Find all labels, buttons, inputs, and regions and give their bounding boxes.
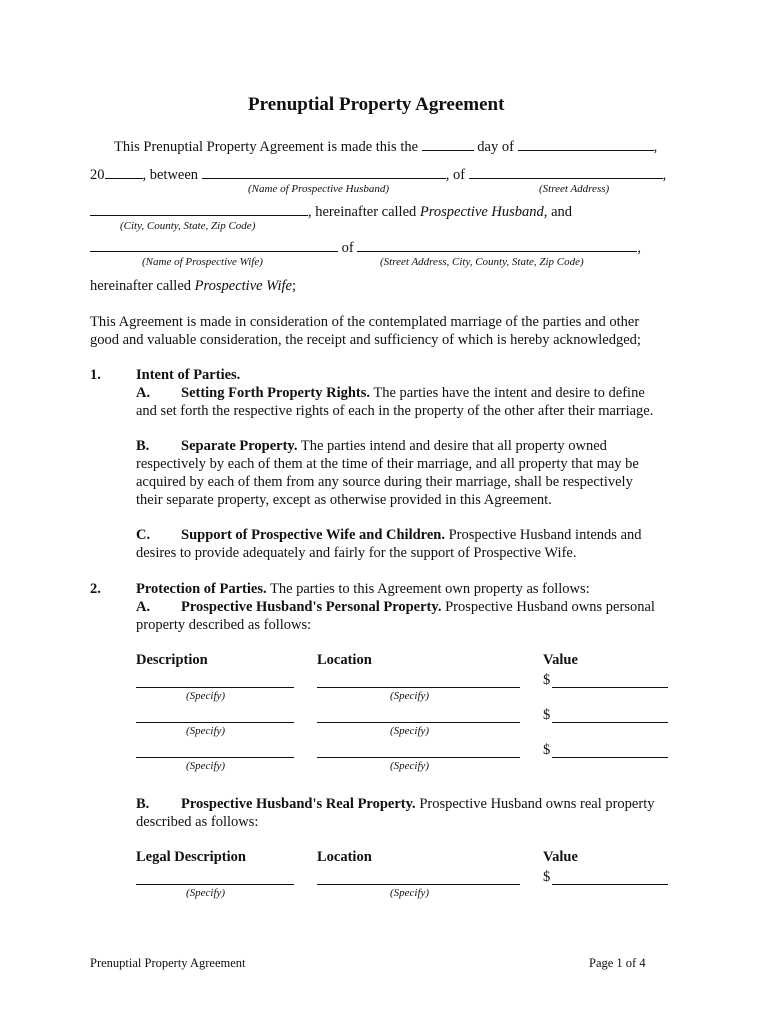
table-b-row-1-dollar: $ <box>543 869 551 885</box>
section-1b-line-1 <box>181 437 607 455</box>
table-b-row-1-description-blank[interactable] <box>136 884 294 885</box>
of-label: , of <box>445 167 466 183</box>
document-title: Prenuptial Property Agreement <box>248 94 505 115</box>
section-1c-heading: Support of Prospective Wife and Children. <box>181 527 445 543</box>
section-2-heading-line <box>136 580 590 598</box>
table-a-row-2-value-blank[interactable] <box>552 722 668 723</box>
table-a-row-1-specify-location: (Specify) <box>390 690 430 702</box>
table-b-row-1-specify-location: (Specify) <box>390 887 430 899</box>
comma: , <box>662 167 667 183</box>
section-2b-letter: B. <box>136 796 150 812</box>
consideration-line-2: good and valuable consideration, the receipt and sufficiency of which is hereby acknowledged; <box>90 332 641 348</box>
table-b-row-1-specify-description: (Specify) <box>186 887 226 899</box>
section-2-heading: Protection of Parties. <box>136 581 267 597</box>
section-2a-text: Prospective Husband owns personal <box>441 599 655 615</box>
hereinafter-label: hereinafter called <box>90 278 195 294</box>
section-2b-text: Prospective Husband owns real property <box>415 796 655 812</box>
table-a-row-1-dollar: $ <box>543 672 551 688</box>
section-2-number: 2. <box>90 581 101 597</box>
table-a-row-2-specify-description: (Specify) <box>186 725 226 737</box>
section-1a-heading: Setting Forth Property Rights. <box>181 385 371 401</box>
table-a-row-2-description-blank[interactable] <box>136 722 294 723</box>
section-2a-line-2: property described as follows: <box>136 617 312 633</box>
semicolon: ; <box>291 278 296 294</box>
husband-street-blank[interactable] <box>469 165 663 179</box>
section-1a-line-1 <box>181 384 645 402</box>
table-a-row-3-location-blank[interactable] <box>317 757 520 758</box>
table-a-row-1-location-blank[interactable] <box>317 687 520 688</box>
section-1a-line-2: and set forth the respective rights of each in the property of the other after their marriage. <box>136 403 654 419</box>
section-1a-text: The parties have the intent and desire to define <box>370 385 645 401</box>
section-2b-line-1 <box>181 795 654 813</box>
section-2b-heading: Prospective Husband's Real Property. <box>181 796 416 812</box>
table-a-row-2-dollar: $ <box>543 707 551 723</box>
year-prefix: 20 <box>90 167 105 183</box>
of-label: of <box>341 240 354 256</box>
intro-line-4 <box>90 238 641 257</box>
between-label: , between <box>142 167 199 183</box>
year-blank[interactable] <box>105 165 143 179</box>
label-street-address: (Street Address) <box>539 183 610 195</box>
day-of-label: day of <box>477 139 514 155</box>
table-a-value-header: Value <box>543 652 578 668</box>
section-1-heading: Intent of Parties. <box>136 367 241 383</box>
section-1b-letter: B. <box>136 438 150 454</box>
wife-name-blank[interactable] <box>90 238 338 252</box>
label-husband-name: (Name of Prospective Husband) <box>248 183 390 195</box>
section-1b-heading: Separate Property. <box>181 438 298 454</box>
section-2a-heading: Prospective Husband's Personal Property. <box>181 599 442 615</box>
label-wife-address: (Street Address, City, County, State, Zip Code) <box>380 256 584 268</box>
table-a-row-2-specify-location: (Specify) <box>390 725 430 737</box>
section-1a-letter: A. <box>136 385 151 401</box>
section-1b-text: The parties intend and desire that all property owned <box>297 438 607 454</box>
wife-term: Prospective Wife <box>194 278 292 294</box>
table-b-location-header: Location <box>317 849 372 865</box>
table-a-row-3-description-blank[interactable] <box>136 757 294 758</box>
table-b-row-1-location-blank[interactable] <box>317 884 520 885</box>
wife-address-blank[interactable] <box>357 238 637 252</box>
section-1b-line-2: respectively by each of them at the time of their marriage, and all property that may be <box>136 456 639 472</box>
comma: , <box>637 240 641 256</box>
label-wife-name: (Name of Prospective Wife) <box>142 256 263 268</box>
section-2a-letter: A. <box>136 599 151 615</box>
table-a-location-header: Location <box>317 652 372 668</box>
intro-line-2 <box>90 165 666 184</box>
husband-term: Prospective Husband, <box>419 204 548 220</box>
table-a-row-2-location-blank[interactable] <box>317 722 520 723</box>
intro-line-3 <box>90 202 572 221</box>
table-b-row-1-value-blank[interactable] <box>552 884 668 885</box>
label-city-county: (City, County, State, Zip Code) <box>120 220 256 232</box>
comma: , <box>653 139 658 155</box>
section-2-text: The parties to this Agreement own property as follows: <box>266 581 590 597</box>
intro-line-5 <box>90 277 296 295</box>
table-a-row-1-value-blank[interactable] <box>552 687 668 688</box>
table-a-row-3-value-blank[interactable] <box>552 757 668 758</box>
section-2a-line-1 <box>181 598 655 616</box>
table-a-row-1-description-blank[interactable] <box>136 687 294 688</box>
and-label: and <box>547 204 572 220</box>
section-2b-line-2: described as follows: <box>136 814 259 830</box>
table-a-row-3-specify-location: (Specify) <box>390 760 430 772</box>
table-b-value-header: Value <box>543 849 578 865</box>
section-1b-line-3: acquired by each of them from any source during their marriage, shall be respectively <box>136 474 633 490</box>
section-1c-letter: C. <box>136 527 151 543</box>
intro-line-1 <box>114 137 657 156</box>
consideration-line-1: This Agreement is made in consideration of the contemplated marriage of the parties and other <box>90 314 640 330</box>
intro-text: This Prenuptial Property Agreement is made this the <box>114 139 419 155</box>
section-1-number: 1. <box>90 367 101 383</box>
section-1c-line-2: desires to provide adequately and fairly for the support of Prospective Wife. <box>136 545 577 561</box>
table-b-description-header: Legal Description <box>136 849 246 865</box>
table-a-row-3-dollar: $ <box>543 742 551 758</box>
hereinafter-label: , hereinafter called <box>308 204 420 220</box>
section-1b-line-4: their separate property, except as otherwise provided in this Agreement. <box>136 492 552 508</box>
footer-page-number: Page 1 of 4 <box>589 956 646 970</box>
footer-left: Prenuptial Property Agreement <box>90 956 246 970</box>
day-blank[interactable] <box>422 137 474 151</box>
table-a-row-1-specify-description: (Specify) <box>186 690 226 702</box>
month-blank[interactable] <box>518 137 654 151</box>
husband-city-blank[interactable] <box>90 202 308 216</box>
section-1c-line-1 <box>181 526 642 544</box>
table-a-description-header: Description <box>136 652 208 668</box>
husband-name-blank[interactable] <box>202 165 446 179</box>
section-1c-text: Prospective Husband intends and <box>444 527 642 543</box>
table-a-row-3-specify-description: (Specify) <box>186 760 226 772</box>
